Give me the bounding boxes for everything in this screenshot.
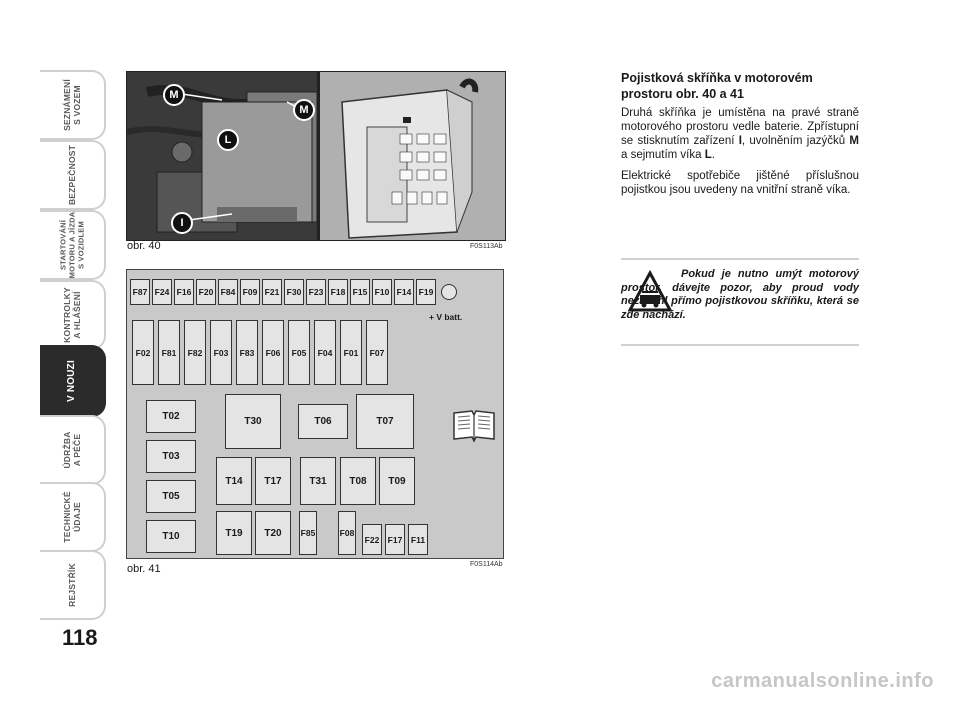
fuse-f06: F06 [262,320,284,385]
battery-terminal-icon [441,284,457,300]
warning-text: Pokud je nutno umýt motorový prostor, dávejte pozor, aby proud vody nezasáhl přímo pojistkovou skříňku, která se zde nachází. [621,268,859,321]
tab-label: V NOUZI [66,360,77,402]
figure40-caption: obr. 40 [127,240,161,252]
tab-kontrolky[interactable] [40,280,106,350]
fuse-f03: F03 [210,320,232,385]
marker-m-left: M [163,84,185,106]
relay-t02: T02 [146,400,196,433]
fuse-f84: F84 [218,279,238,305]
page-number: 118 [62,625,98,650]
tab-label: SEZNÁMENÍ S VOZEM [62,79,82,131]
fuse-f23: F23 [306,279,326,305]
fuse-f20: F20 [196,279,216,305]
fuse-f85: F85 [299,511,317,555]
relay-t07: T07 [356,394,414,449]
fuse-f19: F19 [416,279,436,305]
battery-label: + V batt. [429,312,463,322]
paragraph-consumers: Elektrické spotřebiče jištěné příslušnou pojistkou jsou uvedeny na vnitřní straně víka. [621,170,859,196]
fuse-f01: F01 [340,320,362,385]
fuse-box-diagram [126,269,504,559]
tab-label: ÚDRŽBA A PÉČE [62,431,82,469]
fuse-f17: F17 [385,524,405,555]
marker-l: L [217,129,239,151]
tab-rejstrik[interactable] [40,550,106,620]
divider-bottom [621,344,859,346]
tab-label: STARTOVÁNÍ MOTORU A JÍZDA S VOZIDLEM [58,211,86,279]
fuse-f02: F02 [132,320,154,385]
tab-label: KONTROLKY A HLÁŠENÍ [62,287,82,343]
fuse-f83: F83 [236,320,258,385]
relay-t17: T17 [255,457,291,505]
tab-technicke-udaje[interactable] [40,482,106,552]
relay-t05: T05 [146,480,196,513]
tab-startovani[interactable] [40,210,106,280]
tab-bezpecnost[interactable] [40,140,106,210]
fuse-f30: F30 [284,279,304,305]
tab-udrzba[interactable] [40,415,106,485]
figure41-code: F0S114Ab [470,561,503,568]
fuse-f22: F22 [362,524,382,555]
watermark: carmanualsonline.info [711,670,934,692]
fuse-f15: F15 [350,279,370,305]
tab-label: TECHNICKÉ ÚDAJE [62,491,82,543]
relay-t09: T09 [379,457,415,505]
marker-i: I [171,212,193,234]
section-tabs [40,70,106,620]
fuse-f11: F11 [408,524,428,555]
relay-t14: T14 [216,457,252,505]
manual-book-icon [450,407,498,443]
relay-t10: T10 [146,520,196,553]
figure41-caption: obr. 41 [127,563,161,575]
fuse-f18: F18 [328,279,348,305]
fuse-f08: F08 [338,511,356,555]
fuse-f82: F82 [184,320,206,385]
fuse-f87: F87 [130,279,150,305]
fuse-f09: F09 [240,279,260,305]
tab-v-nouzi[interactable] [40,345,106,417]
engine-bay-photo [126,71,506,241]
tab-seznameni[interactable] [40,70,106,140]
divider-top [621,258,859,260]
fuse-f14: F14 [394,279,414,305]
fuse-f04: F04 [314,320,336,385]
paragraph-access: Druhá skříňka je umístěna na pravé straně motorového prostoru vedle baterie. Zpřístupní se stisknutím zařízení I, uvolněním jazýčků M a sejmutím víka L. [621,107,860,161]
tab-label: REJSTŘÍK [67,563,77,607]
relay-t19: T19 [216,511,252,555]
fuse-f10: F10 [372,279,392,305]
fuse-f16: F16 [174,279,194,305]
relay-t08: T08 [340,457,376,505]
body-text [621,70,859,204]
section-heading: Pojistková skříňka v motorovém prostoru obr. 40 a 41 [621,71,813,101]
relay-t31: T31 [300,457,336,505]
fuse-f05: F05 [288,320,310,385]
marker-m-right: M [293,99,315,121]
tab-label: BEZPEČNOST [67,144,77,206]
fuse-f21: F21 [262,279,282,305]
relay-t20: T20 [255,511,291,555]
figure40-code: F0S113Ab [470,243,503,250]
fuse-f81: F81 [158,320,180,385]
relay-t30: T30 [225,394,281,449]
relay-t06: T06 [298,404,348,439]
relay-t03: T03 [146,440,196,473]
fuse-f07: F07 [366,320,388,385]
fuse-f24: F24 [152,279,172,305]
